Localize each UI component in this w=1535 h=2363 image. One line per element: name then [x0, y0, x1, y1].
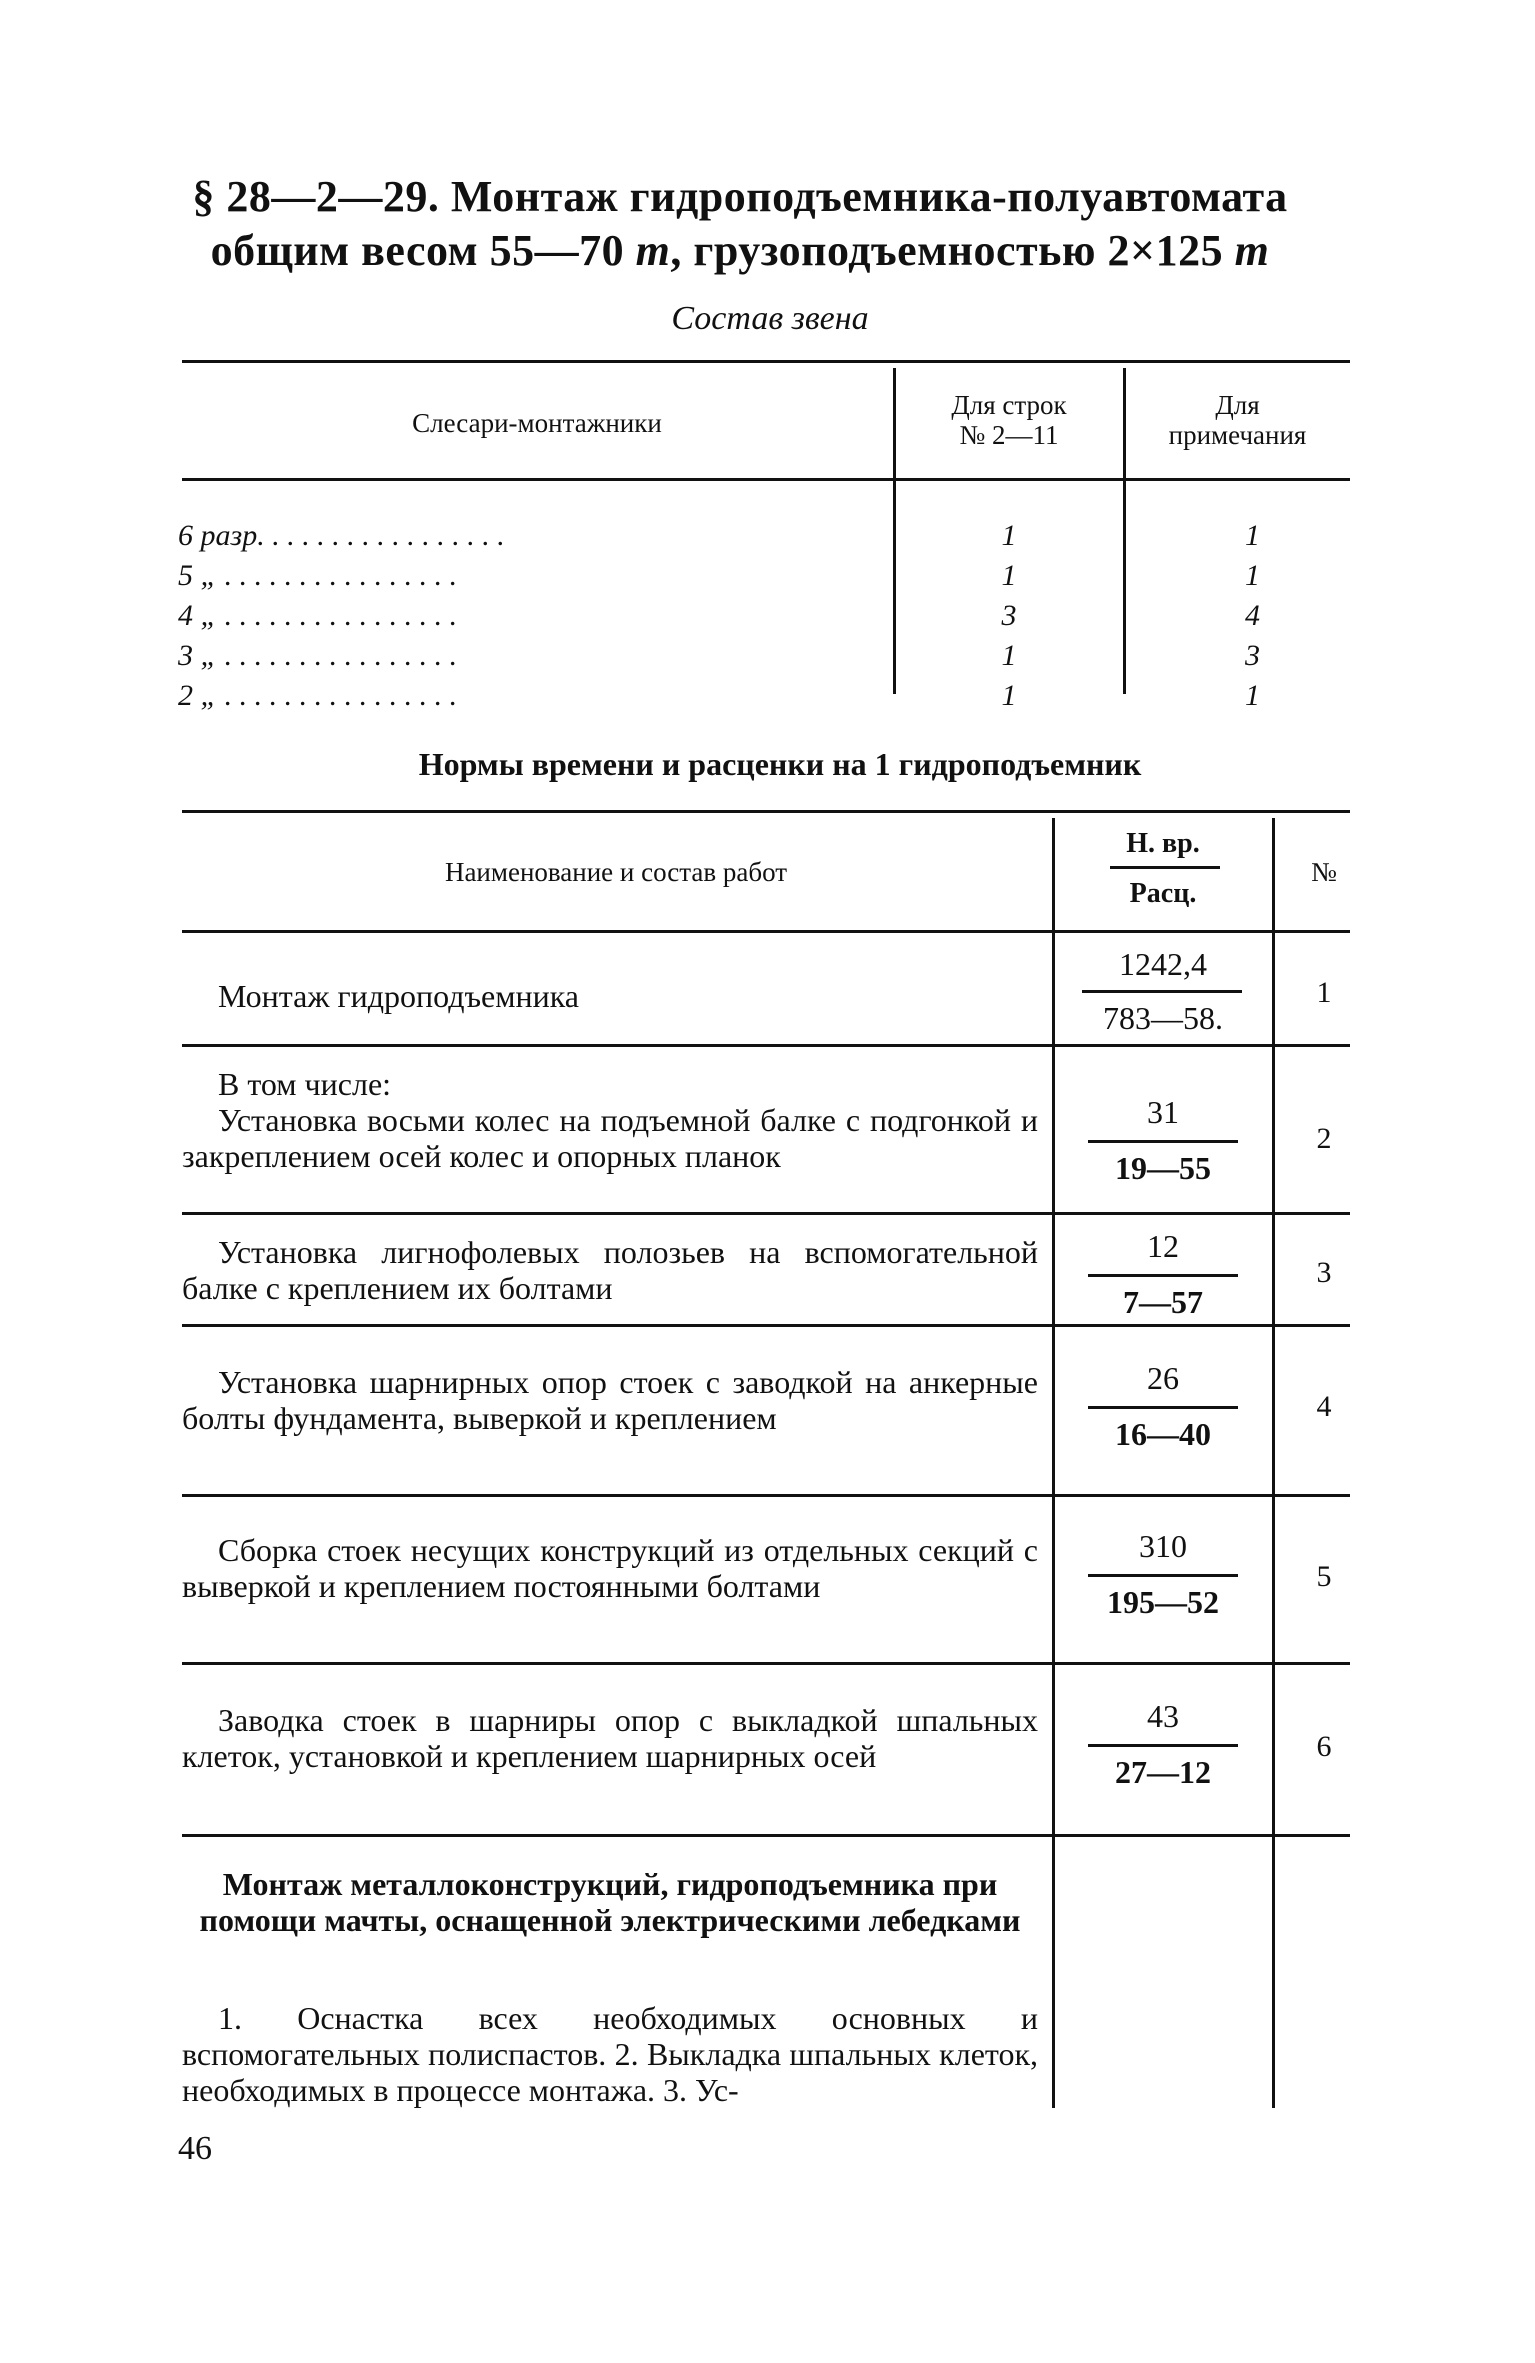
norms-last-text: 1. Оснастка всех необходимых основных и вспомогательных полиспастов. 2. Выкладка шпальных клеток, необходимых в процессе монтажа. 3. Ус- [182, 2000, 1038, 2108]
crew-row-grade-6: 6 разр. . . . . . . . . . . . . . . . . [178, 519, 505, 552]
norms-row-6-frac-line [1088, 1744, 1238, 1747]
norms-row-2-intro: В том числе: [218, 1066, 392, 1102]
crew-value: 3 [1001, 599, 1017, 632]
crew-value: 1 [1245, 559, 1260, 592]
norms-row-3-time: 12 [1147, 1228, 1179, 1264]
norms-row-rule [182, 1494, 1350, 1497]
crew-value: 1 [1001, 519, 1017, 552]
norms-row-2-no: 2 [1316, 1122, 1332, 1155]
norms-row-2-price: 19—55 [1115, 1150, 1211, 1186]
norms-row-4-time: 26 [1147, 1360, 1179, 1396]
crew-col-notes-values [1125, 516, 1380, 716]
norms-row-1-text: Монтаж гидроподъемника [218, 978, 579, 1014]
crew-value: 3 [1245, 639, 1260, 672]
norms-row-rule [182, 1834, 1350, 1837]
norms-row-rule [182, 1324, 1350, 1327]
crew-row-grade-4: 4 „ . . . . . . . . . . . . . . . . [178, 599, 458, 632]
crew-value: 1 [1001, 679, 1017, 712]
crew-value: 1 [1245, 519, 1260, 552]
crew-value: 1 [1001, 559, 1017, 592]
norms-header-rule [182, 930, 1350, 933]
norms-row-3-price: 7—57 [1123, 1284, 1203, 1320]
crew-table-header-rule [182, 478, 1350, 481]
title-line-1: § 28—2—29. Монтаж гидроподъемника-полуавтомата [192, 172, 1288, 221]
crew-table-top-rule [182, 360, 1350, 363]
norms-header-time: Н. вр. [1126, 828, 1200, 859]
norms-header-frac-line [1110, 866, 1220, 869]
norms-row-3-frac-line [1088, 1274, 1238, 1277]
norms-row-4-no: 4 [1316, 1390, 1332, 1423]
norms-row-rule [182, 1044, 1350, 1047]
norms-row-5-price: 195—52 [1107, 1584, 1219, 1620]
norms-row-4-price: 16—40 [1115, 1416, 1211, 1452]
norms-row-3-text: Установка лигнофолевых полозьев на вспомогательной балке с креплением их болтами [182, 1234, 1038, 1306]
norms-row-2-text: Установка восьми колес на подъемной балке с подгонкой и закреплением осей колес и опорных планок [182, 1102, 1038, 1174]
norms-col-divider-2 [1272, 818, 1275, 2108]
norms-row-1-time: 1242,4 [1119, 946, 1207, 982]
norms-row-5-text: Сборка стоек несущих конструкций из отдельных секций с выверкой и креплением постоянными болтами [182, 1532, 1038, 1604]
norms-row-3-no: 3 [1316, 1256, 1332, 1289]
norms-caption: Нормы времени и расценки на 1 гидроподъемник [418, 746, 1142, 782]
crew-row-grade-3: 3 „ . . . . . . . . . . . . . . . . [178, 639, 458, 672]
norms-row-6-price: 27—12 [1115, 1754, 1211, 1790]
norms-row-5-no: 5 [1316, 1560, 1332, 1593]
norms-top-rule [182, 810, 1350, 813]
norms-row-1-frac-line [1082, 990, 1242, 993]
norms-row-6-text: Заводка стоек в шарниры опор с выкладкой шпальных клеток, установкой и креплением шарнирных осей [182, 1702, 1038, 1774]
title-line-2: общим весом 55—70 т, грузоподъемностью 2×125 т [210, 226, 1270, 275]
norms-row-6-no: 6 [1316, 1730, 1332, 1763]
norms-row-6-time: 43 [1147, 1698, 1179, 1734]
page-title [150, 170, 1330, 278]
norms-row-rule [182, 1662, 1350, 1665]
crew-value: 1 [1001, 639, 1017, 672]
page-number: 46 [178, 2130, 212, 2167]
crew-caption: Состав звена [671, 300, 869, 337]
crew-header-trade: Слесари-монтажники [412, 408, 662, 438]
crew-row-grade-2: 2 „ . . . . . . . . . . . . . . . . [178, 679, 458, 712]
norms-row-4-frac-line [1088, 1406, 1238, 1409]
norms-header-no: № [1311, 857, 1337, 887]
norms-header-price: Расц. [1129, 878, 1197, 909]
crew-col-rows-values [895, 516, 1123, 716]
norms-row-1-price: 783—58. [1103, 1000, 1223, 1036]
norms-row-2-text-block [182, 1066, 1038, 1174]
norms-header-work: Наименование и состав работ [444, 857, 788, 887]
crew-rows [178, 516, 878, 716]
norms-row-5-frac-line [1088, 1574, 1238, 1577]
norms-row-4-text: Установка шарнирных опор стоек с заводкой на анкерные болты фундамента, выверкой и креплением [182, 1364, 1038, 1436]
norms-row-5-time: 310 [1139, 1528, 1187, 1564]
norms-row-2-time: 31 [1147, 1094, 1179, 1130]
crew-value: 4 [1245, 599, 1260, 632]
crew-header-rows: Для строк № 2—11 [951, 390, 1067, 450]
norms-last-heading: Монтаж металлоконструкций, гидроподъемника при помощи мачты, оснащенной электрическими лебедками [199, 1866, 1021, 1938]
norms-row-rule [182, 1212, 1350, 1215]
norms-row-1-no: 1 [1316, 976, 1332, 1009]
crew-header-notes: Для примечания [1168, 390, 1307, 450]
crew-value: 1 [1245, 679, 1260, 712]
norms-row-2-frac-line [1088, 1140, 1238, 1143]
crew-row-grade-5: 5 „ . . . . . . . . . . . . . . . . [178, 559, 458, 592]
